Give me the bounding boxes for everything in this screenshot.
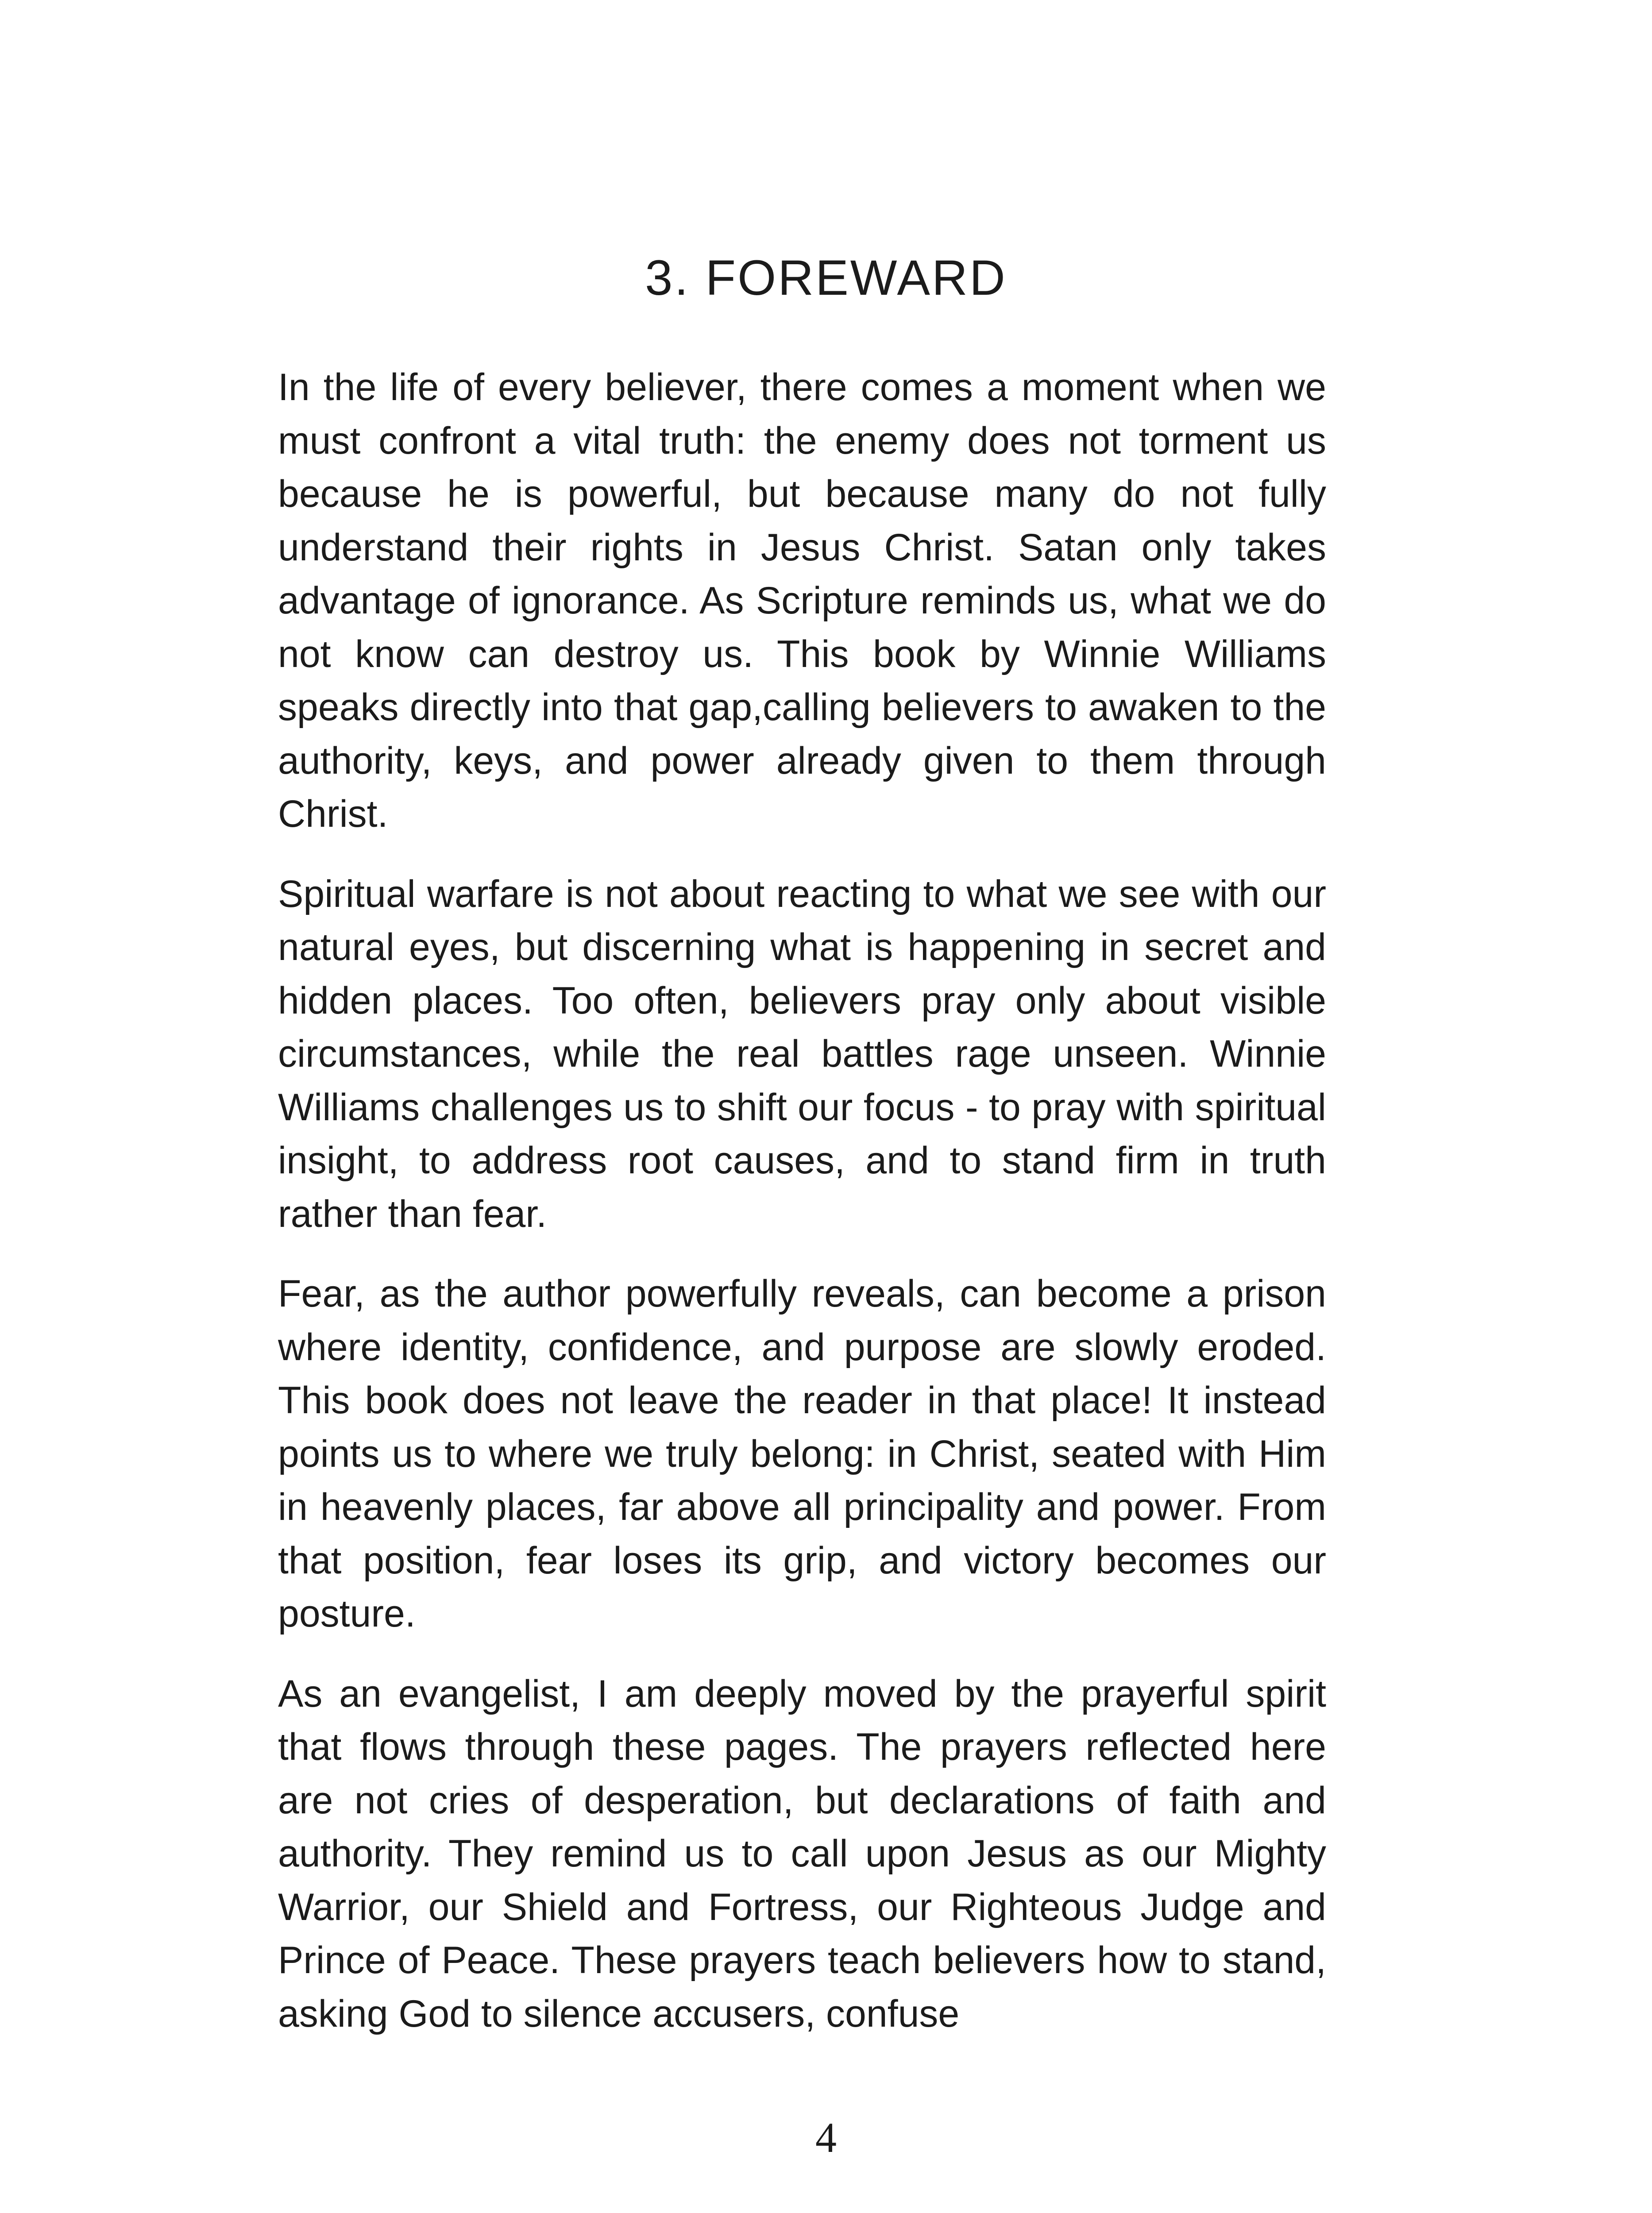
- paragraph-4: As an evangelist, I am deeply moved by the prayerful spirit that flows through these pages. The prayers reflected here are not cries of desperation, but declarations of faith and authority. They remind us to call upon Jesus as our Mighty Warrior, our Shield and Fortress, our Righteous Judge and Prince of Peace. These prayers teach believers how to stand, asking God to silence accusers, confuse: [278, 1672, 1326, 2035]
- chapter-title: 3. FOREWARD: [645, 250, 1007, 305]
- paragraph-3: Fear, as the author powerfully reveals, can become a prison where identity, confidence, and purpose are slowly eroded. This book does not leave the reader in that place! It instead points us to where we truly belong: in Christ, seated with Him in heavenly places, far above all principality and power. From that position, fear loses its grip, and victory becomes our posture.: [278, 1272, 1326, 1635]
- paragraph-2: Spiritual warfare is not about reacting to what we see with our natural eyes, but discerning what is happening in secret and hidden places. Too often, believers pray only about visible circumstances, while the real battles rage unseen. Winnie Williams challenges us to shift our focus - to pray with spiritual insight, to address root causes, and to stand firm in truth rather than fear.: [278, 872, 1326, 1235]
- page-number: 4: [815, 2114, 837, 2161]
- body-text: [278, 361, 1326, 2067]
- paragraph-1: In the life of every believer, there comes a moment when we must confront a vital truth: the enemy does not torment us because he is powerful, but because many do not fully understand their rights in Jesus Christ. Satan only takes advantage of ignorance. As Scripture reminds us, what we do not know can destroy us. This book by Winnie Williams speaks directly into that gap,calling believers to awaken to the authority, keys, and power already given to them through Christ.: [278, 366, 1326, 835]
